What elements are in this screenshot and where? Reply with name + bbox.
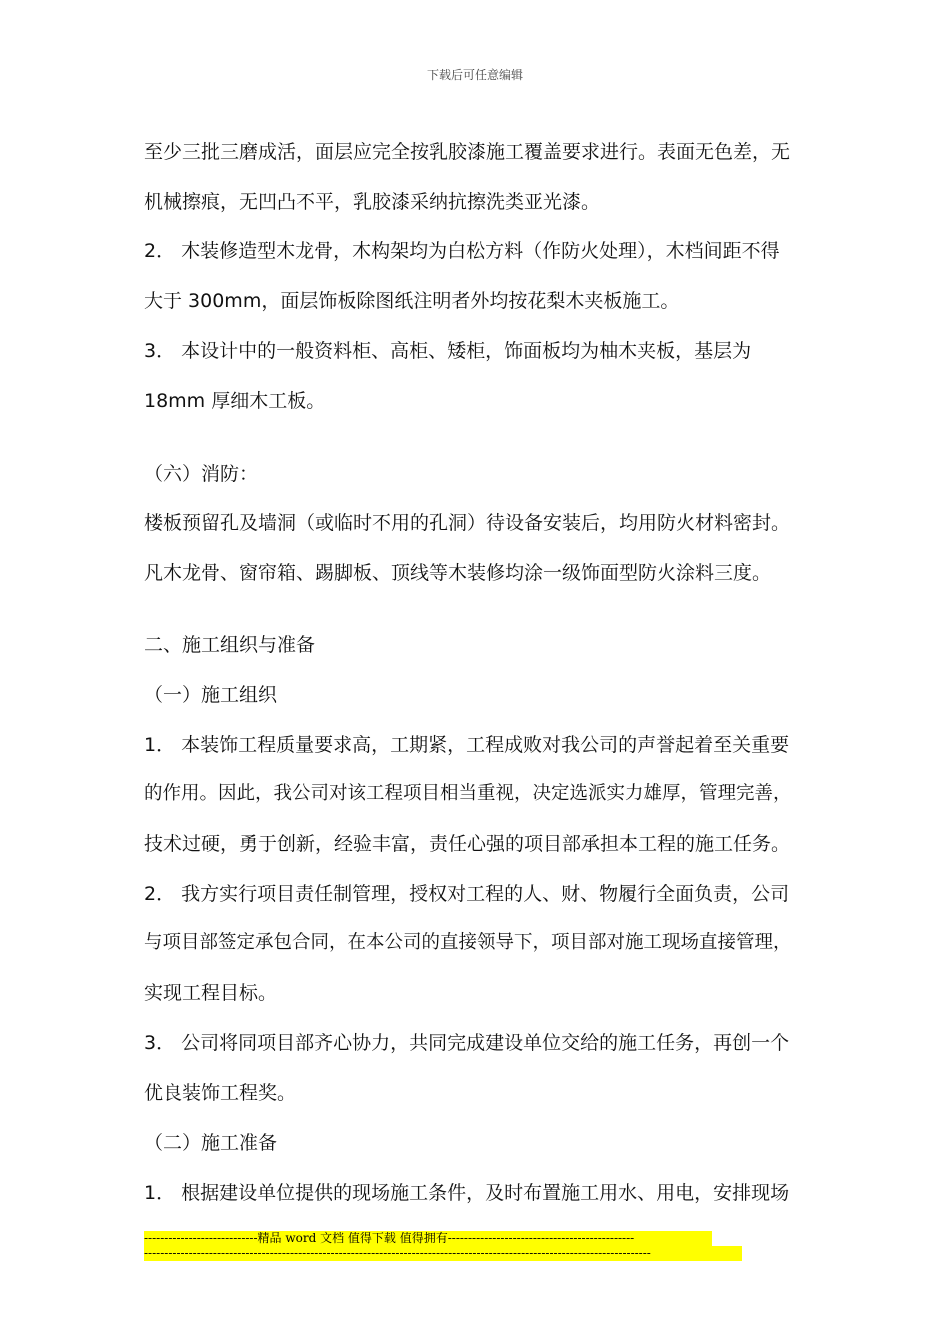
footer-banner: ----------------------------精品 word 文档 值得下载 值得拥有----------------------------------------------: [144, 1231, 712, 1246]
body-line: 大于 300mm，面层饰板除图纸注明者外均按花梨木夹板施工。: [144, 290, 680, 312]
footer-rule: -----------------------------------------------------------------------------------------------------------------------------: [144, 1246, 742, 1261]
body-line: 楼板预留孔及墙洞（或临时不用的孔洞）待设备安装后，均用防火材料密封。: [144, 512, 791, 534]
body-line: 1． 本装饰工程质量要求高，工期紧，工程成败对我公司的声誉起着至关重要: [144, 734, 790, 756]
body-line: 18mm 厚细木工板。: [144, 390, 326, 412]
section-heading: （二）施工准备: [144, 1132, 278, 1154]
section-heading: （六）消防：: [144, 463, 259, 485]
section-heading: （一）施工组织: [144, 684, 278, 706]
body-line: 与项目部签定承包合同，在本公司的直接领导下，项目部对施工现场直接管理，: [144, 932, 792, 953]
body-line: 机械擦痕，无凹凸不平，乳胶漆采纳抗擦洗类亚光漆。: [144, 191, 601, 213]
body-line: 3． 公司将同项目部齐心协力，共同完成建设单位交给的施工任务，再创一个: [144, 1032, 790, 1054]
body-line: 技术过硬，勇于创新，经验丰富，责任心强的项目部承担本工程的施工任务。: [144, 833, 791, 855]
body-line: 2． 我方实行项目责任制管理，授权对工程的人、财、物履行全面负责，公司: [144, 883, 790, 905]
body-line: 3． 本设计中的一般资料柜、高柜、矮柜，饰面板均为柚木夹板，基层为: [144, 340, 752, 362]
body-line: 2． 木装修造型木龙骨，木构架均为白松方料（作防火处理），木档间距不得: [144, 240, 780, 262]
body-line: 凡木龙骨、窗帘箱、踢脚板、顶线等木装修均涂一级饰面型防火涂料三度。: [144, 562, 772, 584]
body-line: 优良装饰工程奖。: [144, 1082, 297, 1104]
body-line: 至少三批三磨成活，面层应完全按乳胶漆施工覆盖要求进行。表面无色差，无: [144, 141, 791, 163]
body-line: 1． 根据建设单位提供的现场施工条件，及时布置施工用水、用电，安排现场: [144, 1182, 790, 1204]
chapter-heading: 二、施工组织与准备: [144, 634, 316, 656]
page-header: 下载后可任意编辑: [426, 68, 523, 82]
body-line: 的作用。因此，我公司对该工程项目相当重视，决定选派实力雄厚，管理完善，: [144, 783, 792, 804]
body-line: 实现工程目标。: [144, 982, 278, 1004]
